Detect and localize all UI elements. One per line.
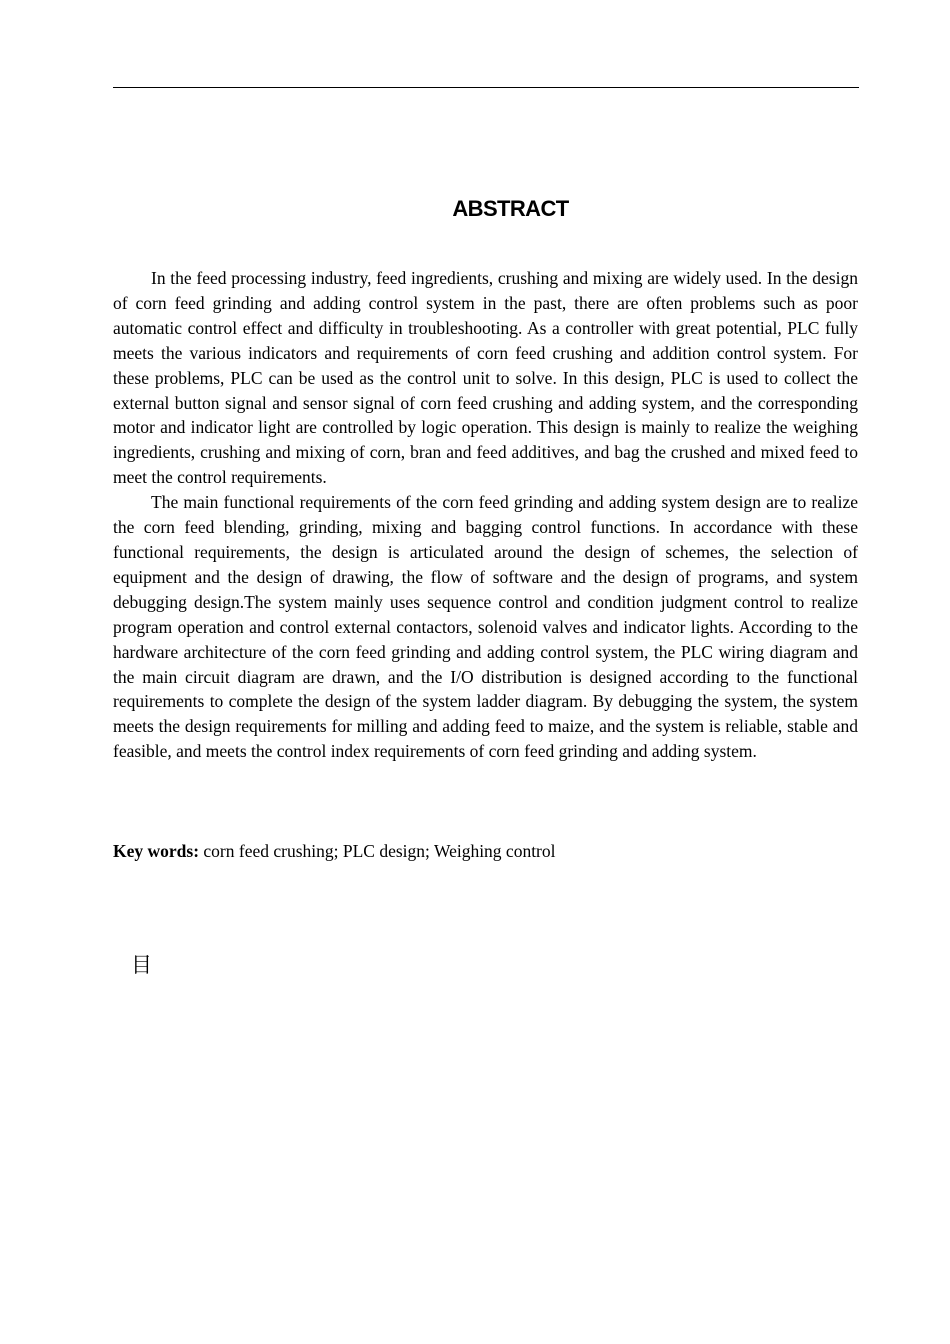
keywords-line [113,839,858,864]
keywords-label: Key words: [113,841,200,861]
abstract-paragraph-2: The main functional requirements of the corn feed grinding and adding system design are to realize the corn feed blending, grinding, mixing and bagging control functions. In accordance with these functional requirements, the design is articulated around the design of schemes, the selection of equipment and the design of drawing, the flow of software and the design of programs, and system debugging design.The system mainly uses sequence control and condition judgment control to realize program operation and control external contactors, solenoid valves and indicator lights. According to the hardware architecture of the corn feed grinding and adding control system, the PLC wiring diagram and the main circuit diagram are drawn, and the I/O distribution is designed according to the functional requirements to complete the design of the system ladder diagram. By debugging the system, the system meets the design requirements for milling and adding feed to maize, and the system is reliable, stable and feasible, and meets the control index requirements of corn feed grinding and adding system. [113,492,858,762]
toc-heading-fragment: 目 [131,953,152,977]
abstract-body [113,266,858,764]
header-rule [113,87,859,88]
keywords-text: corn feed crushing; PLC design; Weighing control [199,841,556,861]
abstract-title: ABSTRACT [452,196,569,221]
abstract-paragraph-1: In the feed processing industry, feed ingredients, crushing and mixing are widely used. In the design of corn feed grinding and adding control system in the past, there are often problems such as poor automatic control effect and difficulty in troubleshooting. As a controller with great potential, PLC fully meets the various indicators and requirements of corn feed crushing and addition control system. For these problems, PLC can be used as the control unit to solve. In this design, PLC is used to collect the external button signal and sensor signal of corn feed crushing and adding system, and the corresponding motor and indicator light are controlled by logic operation. This design is mainly to realize the weighing ingredients, crushing and mixing of corn, bran and feed additives, and bag the crushed and mixed feed to meet the control requirements. [113,268,858,488]
